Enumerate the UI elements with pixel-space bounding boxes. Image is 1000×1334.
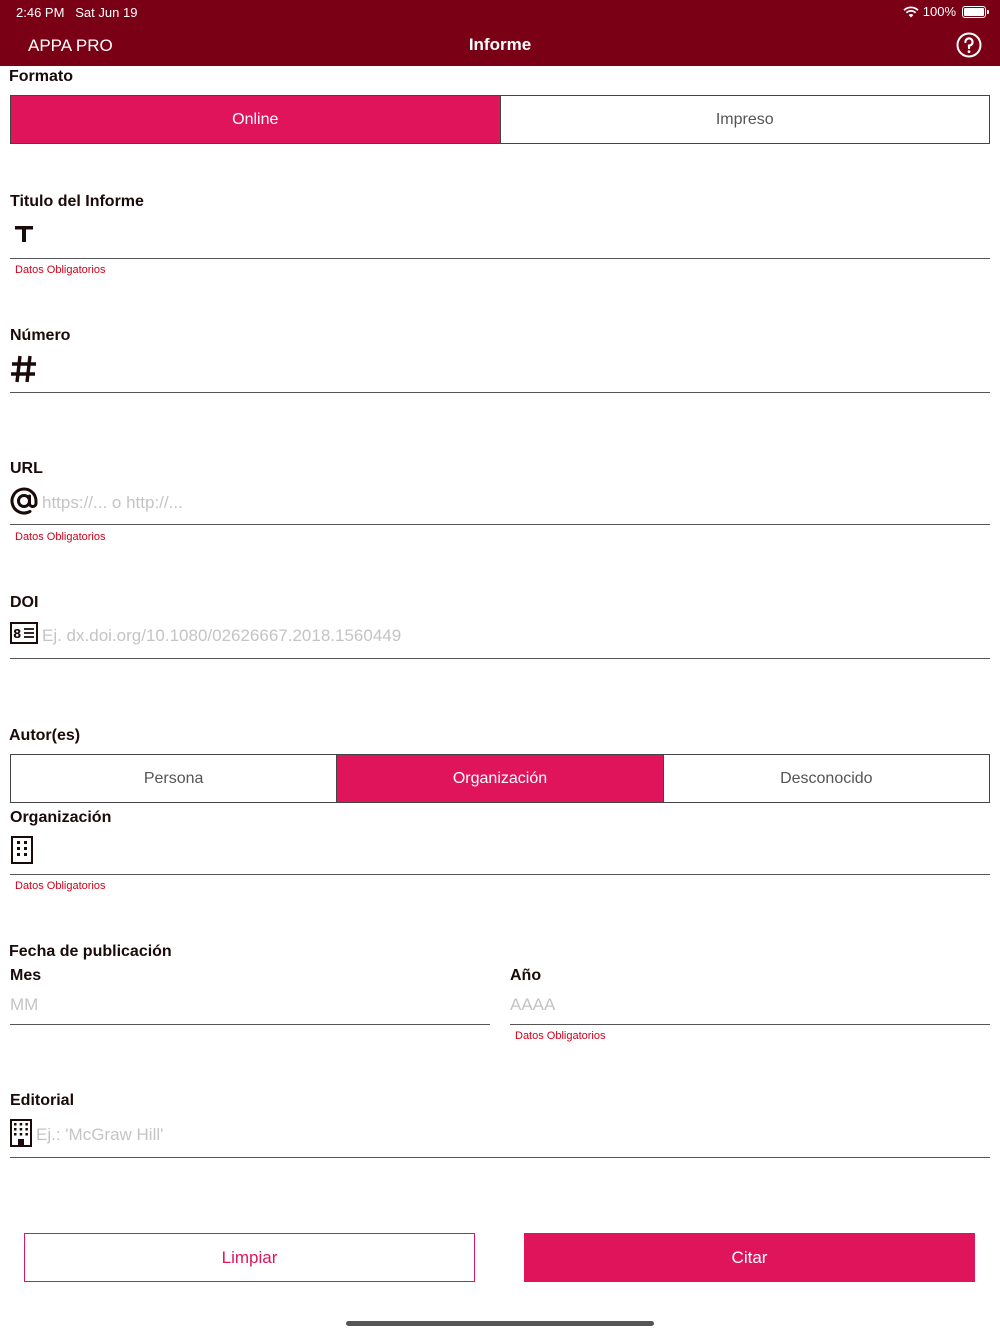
mes-label: Mes — [10, 967, 42, 984]
titulo-label: Titulo del Informe — [10, 193, 144, 210]
titulo-input[interactable] — [42, 220, 982, 252]
fecha-label: Fecha de publicación — [9, 943, 172, 960]
help-icon[interactable] — [956, 32, 982, 58]
status-time: 2:46 PM Sat Jun 19 — [16, 5, 138, 20]
autores-option-desconocido[interactable]: Desconocido — [663, 755, 989, 802]
page-title: Informe — [468, 35, 532, 54]
anio-label: Año — [510, 967, 542, 984]
anio-input[interactable] — [510, 990, 990, 1020]
formato-segmented-control — [10, 95, 990, 144]
url-required-text: Datos Obligatorios — [15, 531, 106, 543]
anio-underline — [510, 1024, 990, 1025]
battery-percentage: 100% — [922, 4, 956, 19]
mes-input[interactable] — [10, 990, 490, 1020]
doi-input[interactable] — [42, 620, 982, 652]
formato-option-online[interactable]: Online — [11, 96, 500, 143]
url-label: URL — [10, 460, 43, 477]
editorial-label: Editorial — [10, 1092, 75, 1109]
numero-label: Número — [10, 327, 71, 344]
at-icon — [9, 486, 39, 516]
doi-underline — [10, 658, 990, 659]
url-underline — [10, 524, 990, 525]
id-card-icon — [10, 622, 38, 644]
status-indicators — [903, 4, 986, 19]
cite-button[interactable]: Citar — [524, 1233, 975, 1282]
building-icon — [11, 836, 33, 864]
formato-option-impreso[interactable]: Impreso — [500, 96, 990, 143]
navigation-bar — [0, 0, 1000, 66]
editorial-input[interactable] — [36, 1119, 982, 1151]
office-building-icon — [10, 1119, 32, 1147]
hash-icon — [10, 354, 38, 384]
svg-text:8: 8 — [13, 627, 22, 641]
editorial-underline — [10, 1157, 990, 1158]
text-icon — [14, 225, 34, 243]
autores-option-organizacion[interactable]: Organización — [336, 755, 662, 802]
doi-label: DOI — [10, 594, 39, 611]
back-button[interactable]: APPA PRO — [28, 36, 113, 55]
autores-segmented-control — [10, 754, 990, 803]
organizacion-underline — [10, 874, 990, 875]
organizacion-label: Organización — [10, 809, 112, 826]
url-input[interactable] — [42, 487, 982, 519]
autores-option-persona[interactable]: Persona — [11, 755, 336, 802]
clear-button[interactable]: Limpiar — [24, 1233, 475, 1282]
titulo-required-text: Datos Obligatorios — [15, 264, 106, 276]
numero-input[interactable] — [42, 354, 982, 386]
anio-required-text: Datos Obligatorios — [515, 1030, 606, 1042]
numero-underline — [10, 392, 990, 393]
organizacion-required-text: Datos Obligatorios — [15, 880, 106, 892]
organizacion-input[interactable] — [42, 836, 982, 868]
mes-underline — [10, 1024, 490, 1025]
wifi-icon — [903, 6, 919, 18]
formato-label: Formato — [9, 68, 73, 85]
battery-icon — [962, 6, 986, 18]
home-indicator[interactable] — [346, 1321, 654, 1326]
autores-label: Autor(es) — [9, 727, 81, 744]
titulo-underline — [10, 258, 990, 259]
